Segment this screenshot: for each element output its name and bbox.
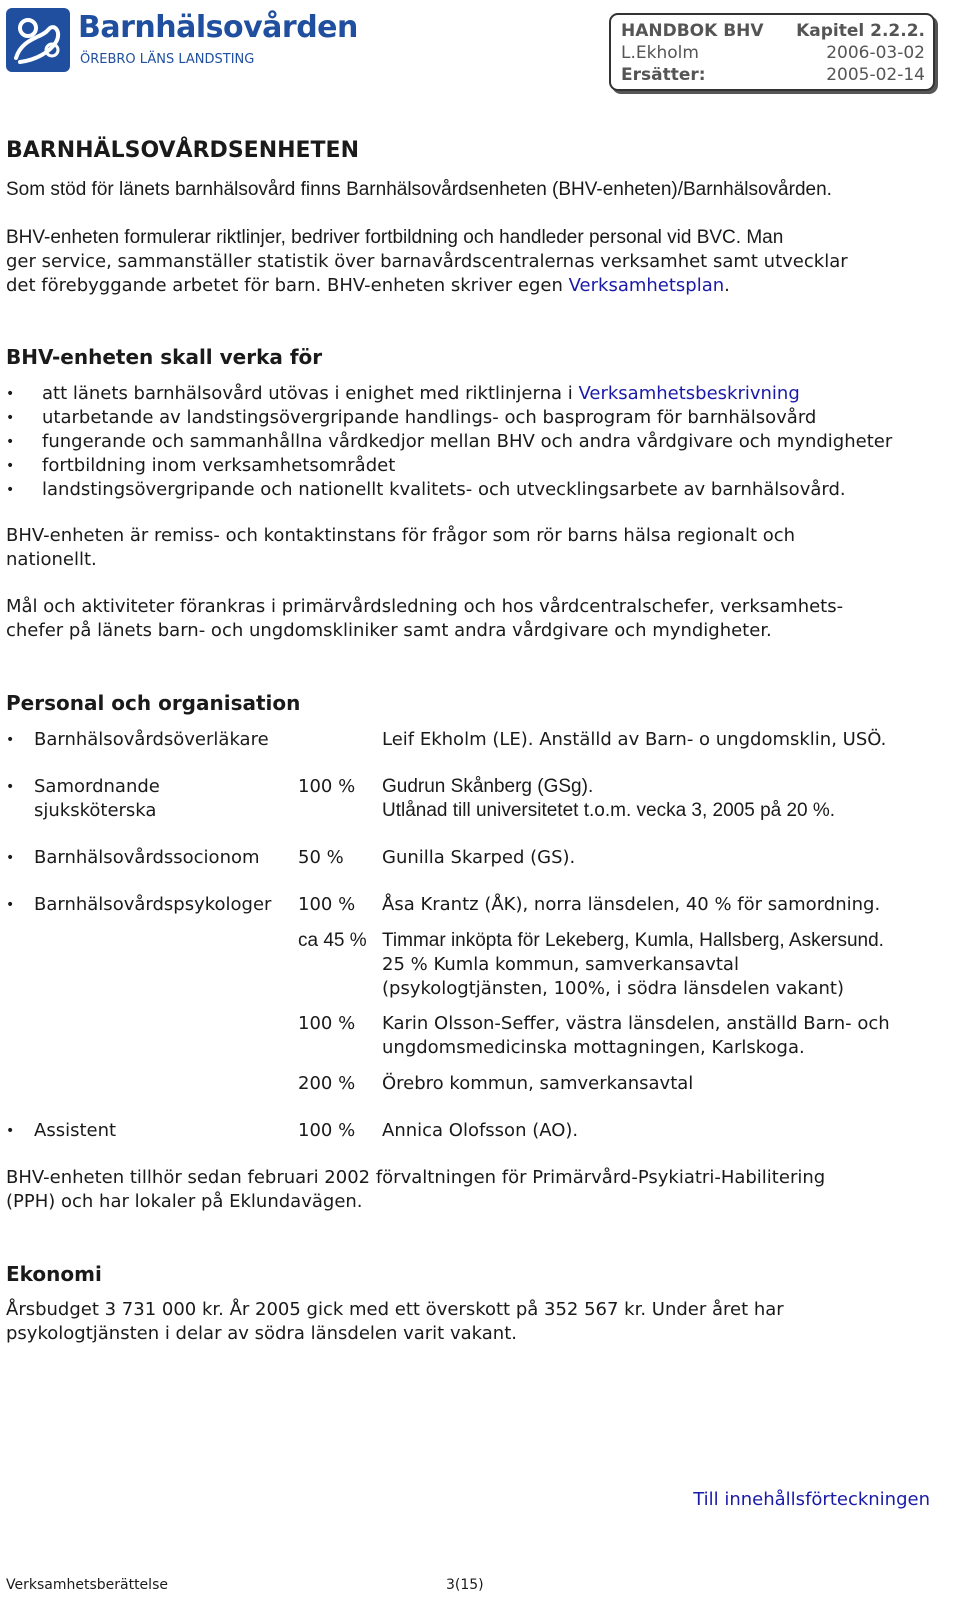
intro2-line: BHV-enheten formulerar riktlinjer, bedriver fortbildning och handleder personal vid BVC. Man xyxy=(6,227,784,248)
staff-percentage: 100 % xyxy=(298,1013,356,1034)
remiss-line: nationellt. xyxy=(6,549,97,570)
barnhalsovarden-logo-icon xyxy=(6,8,70,72)
task-text: utarbetande av landstingsövergripande handlings- och basprogram för barnhälsovård xyxy=(42,407,817,428)
staff-name: Örebro kommun, samverkansavtal xyxy=(382,1073,694,1094)
pph-line: (PPH) och har lokaler på Eklundavägen. xyxy=(6,1191,363,1212)
mal-paragraph xyxy=(6,595,843,643)
staff-row xyxy=(6,1012,956,1060)
staff-row xyxy=(6,893,956,917)
staff-row xyxy=(6,1119,956,1143)
staff-row xyxy=(6,728,956,752)
logo-title: Barnhälsovården xyxy=(78,10,358,45)
bullet-icon: • xyxy=(6,1123,15,1139)
staff-percentage: 100 % xyxy=(298,776,356,797)
staff-name: Gunilla Skarped (GS). xyxy=(382,847,576,868)
task-text: fortbildning inom verksamhetsområdet xyxy=(42,455,396,476)
staff-name xyxy=(382,1012,960,1060)
staff-role: Barnhälsovårdspsykologer xyxy=(34,894,272,915)
handbook-label: HANDBOK BHV xyxy=(621,21,764,41)
staff-row xyxy=(6,846,956,870)
who-line: Gudrun Skånberg (GSg). xyxy=(382,776,594,797)
staff-percentage: 200 % xyxy=(298,1073,356,1094)
staff-percentage: 100 % xyxy=(298,1120,356,1141)
verksamhetsplan-link[interactable]: Verksamhetsplan xyxy=(568,275,725,296)
author-label: L.Ekholm xyxy=(621,43,699,63)
staff-name xyxy=(382,929,960,1001)
logo-subtitle: ÖREBRO LÄNS LANDSTING xyxy=(80,52,255,67)
document-header-box xyxy=(609,13,935,91)
list-item xyxy=(6,382,956,406)
staff-role: Assistent xyxy=(34,1120,117,1141)
staff-row xyxy=(6,775,956,823)
who-line: Timmar inköpta för Lekeberg, Kumla, Hallsberg, Askersund. xyxy=(382,930,884,951)
staff-name: Annica Olofsson (AO). xyxy=(382,1120,579,1141)
staff-name xyxy=(382,775,960,823)
pph-paragraph xyxy=(6,1166,825,1214)
page-number: 3(15) xyxy=(446,1577,484,1593)
staff-row xyxy=(6,1072,956,1096)
intro2-end: . xyxy=(724,275,730,296)
who-line: Karin Olsson-Seffer, västra länsdelen, anställd Barn- och xyxy=(382,1013,890,1034)
staff-role: Barnhälsovårdssocionom xyxy=(34,847,260,868)
who-line: ungdomsmedicinska mottagningen, Karlskoga. xyxy=(382,1037,805,1058)
intro2-text: det förebyggande arbetet för barn. BHV-enheten skriver egen xyxy=(6,275,569,296)
bullet-icon: • xyxy=(6,779,15,795)
bullet-icon: • xyxy=(6,732,15,748)
staff-role xyxy=(34,775,294,823)
intro2-line xyxy=(6,274,848,298)
tasks-heading: BHV-enheten skall verka för xyxy=(6,345,323,369)
footer-left: Verksamhetsberättelse xyxy=(6,1577,168,1593)
staff-percentage: ca 45 % xyxy=(298,930,367,951)
intro2-paragraph xyxy=(6,226,848,298)
replaces-date: 2005-02-14 xyxy=(826,65,925,85)
list-item xyxy=(6,430,956,454)
list-item xyxy=(6,454,956,478)
ekonomi-line: psykologtjänsten i delar av södra länsdelen varit vakant. xyxy=(6,1323,517,1344)
remiss-line: BHV-enheten är remiss- och kontaktinstans för frågor som rör barns hälsa regionalt och xyxy=(6,525,796,546)
staff-name: Leif Ekholm (LE). Anställd av Barn- o ungdomsklin, USÖ. xyxy=(382,729,887,750)
who-line: 25 % Kumla kommun, samverkansavtal xyxy=(382,954,739,975)
pph-line: BHV-enheten tillhör sedan februari 2002 förvaltningen för Primärvård-Psykiatri-Habilitering xyxy=(6,1167,826,1188)
staff-row xyxy=(6,929,956,1001)
ekonomi-heading: Ekonomi xyxy=(6,1262,102,1286)
logo xyxy=(6,8,358,74)
staff-role: Barnhälsovårdsöverläkare xyxy=(34,729,269,750)
task-text: landstingsövergripande och nationellt kvalitets- och utvecklingsarbete av barnhälsovård. xyxy=(42,479,846,500)
role-line: Samordnande xyxy=(34,776,160,797)
verksamhetsbeskrivning-link[interactable]: Verksamhetsbeskrivning xyxy=(578,383,800,404)
ekonomi-line: Årsbudget 3 731 000 kr. År 2005 gick med ett överskott på 352 567 kr. Under året har xyxy=(6,1299,784,1320)
toc-link[interactable]: Till innehållsförteckningen xyxy=(693,1489,930,1510)
intro2-line: ger service, sammanställer statistik över barnavårdscentralernas verksamhet samt utvecklar xyxy=(6,251,848,272)
staff-percentage: 100 % xyxy=(298,894,356,915)
page-title: BARNHÄLSOVÅRDSENHETEN xyxy=(6,138,359,163)
remiss-paragraph xyxy=(6,524,795,572)
replaces-label: Ersätter: xyxy=(621,65,706,85)
chapter-label: Kapitel 2.2.2. xyxy=(796,21,925,41)
staff-name: Åsa Krantz (ÅK), norra länsdelen, 40 % för samordning. xyxy=(382,894,881,915)
bullet-icon: • xyxy=(6,850,15,866)
list-item xyxy=(6,406,956,430)
list-item xyxy=(6,478,956,502)
who-line: Utlånad till universitetet t.o.m. vecka 3, 2005 på 20 %. xyxy=(382,800,836,821)
role-line: sjuksköterska xyxy=(34,800,157,821)
mal-line: chefer på länets barn- och ungdomskliniker samt andra vårdgivare och myndigheter. xyxy=(6,620,772,641)
personal-heading: Personal och organisation xyxy=(6,691,301,715)
who-line: (psykologtjänsten, 100%, i södra länsdelen vakant) xyxy=(382,978,844,999)
task-text: att länets barnhälsovård utövas i enighet med riktlinjerna i xyxy=(42,383,579,404)
doc-date: 2006-03-02 xyxy=(826,43,925,63)
task-text: fungerande och sammanhållna vårdkedjor mellan BHV och andra vårdgivare och myndigheter xyxy=(42,431,893,452)
mal-line: Mål och aktiviteter förankras i primärvårdsledning och hos vårdcentralschefer, verksamhets- xyxy=(6,596,844,617)
tasks-list xyxy=(6,382,956,502)
bullet-icon: • xyxy=(6,897,15,913)
intro-paragraph: Som stöd för länets barnhälsovård finns Barnhälsovårdsenheten (BHV-enheten)/Barnhälsovården. xyxy=(6,179,832,200)
ekonomi-paragraph xyxy=(6,1298,784,1346)
staff-percentage: 50 % xyxy=(298,847,344,868)
